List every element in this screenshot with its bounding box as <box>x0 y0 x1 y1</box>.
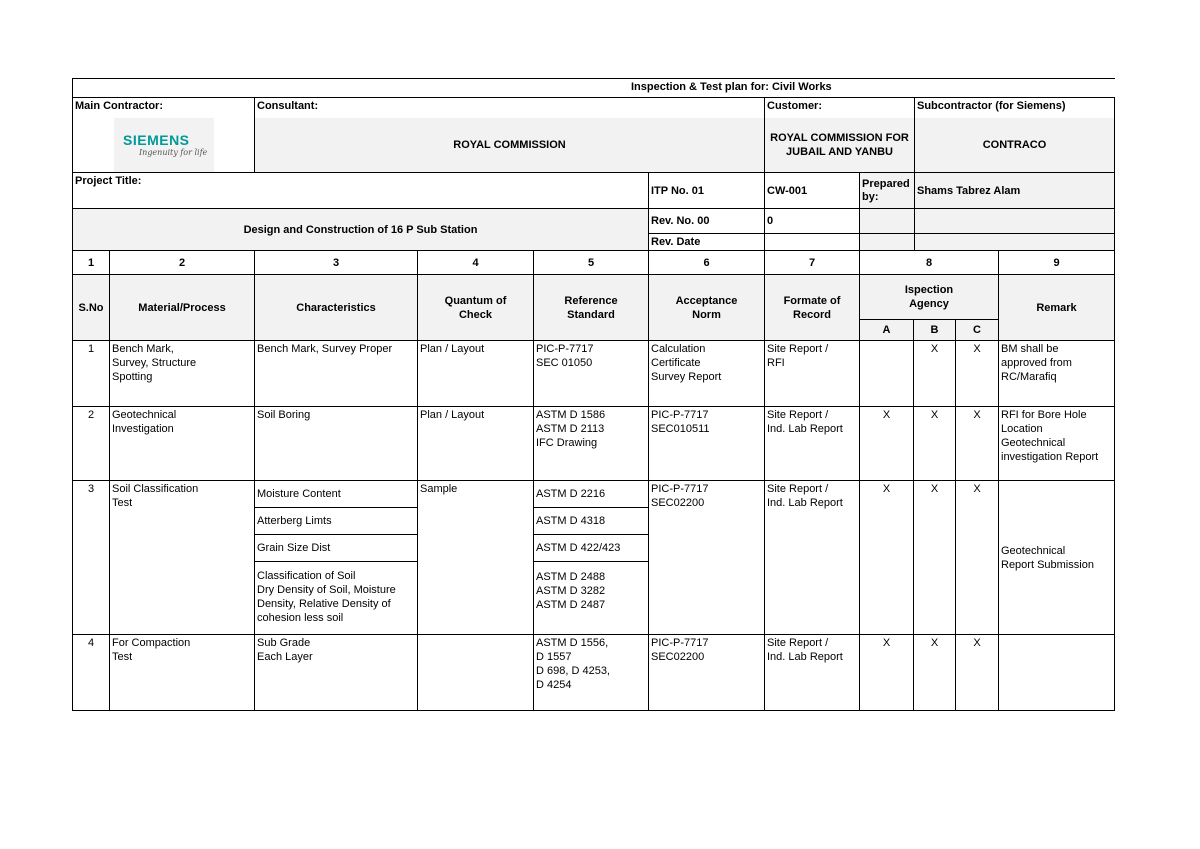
siemens-logo <box>114 118 214 172</box>
row-4-remark <box>998 634 1115 711</box>
rev-date-blank-1 <box>859 233 914 250</box>
row-4-reference: ASTM D 1556, D 1557 D 698, D 4253, D 4254 <box>533 634 648 711</box>
row-1-remark: BM shall be approved from RC/Marafiq <box>998 340 1115 406</box>
row-4-agency-c: X <box>955 634 998 711</box>
row-3-characteristic-2: Atterberg Limts <box>254 507 417 534</box>
row-2-sno: 2 <box>72 406 109 480</box>
row-3-characteristic-3: Grain Size Dist <box>254 534 417 561</box>
col-number-9: 9 <box>998 250 1115 274</box>
rev-no: Rev. No. 00 <box>648 208 764 233</box>
consultant-name: ROYAL COMMISSION <box>254 118 764 172</box>
col-header-agency-b: B <box>913 319 955 340</box>
row-3-remark: Geotechnical Report Submission <box>998 480 1115 634</box>
row-1-sno: 1 <box>72 340 109 406</box>
row-3-reference-1: ASTM D 2216 <box>533 480 648 507</box>
row-3-material: Soil Classification Test <box>109 480 254 634</box>
col-number-8: 8 <box>859 250 998 274</box>
row-4-sno: 4 <box>72 634 109 711</box>
col-header-characteristics: Characteristics <box>254 274 417 340</box>
col-header-reference: Reference Standard <box>533 274 648 340</box>
col-header-agency-a: A <box>859 319 913 340</box>
row-2-agency-b: X <box>913 406 955 480</box>
row-4-agency-a: X <box>859 634 913 711</box>
consultant-label: Consultant: <box>254 97 764 118</box>
row-3-agency-b: X <box>913 480 955 634</box>
row-1-acceptance: Calculation Certificate Survey Report <box>648 340 764 406</box>
row-2-format: Site Report / Ind. Lab Report <box>764 406 859 480</box>
row-1-agency-a <box>859 340 913 406</box>
row-3-format: Site Report / Ind. Lab Report <box>764 480 859 634</box>
row-4-format: Site Report / Ind. Lab Report <box>764 634 859 711</box>
row-3-reference-4: ASTM D 2488 ASTM D 3282 ASTM D 2487 <box>533 561 648 634</box>
row-2-agency-a: X <box>859 406 913 480</box>
siemens-tagline: Ingenuity for life <box>139 148 208 157</box>
row-4-quantum <box>417 634 533 711</box>
row-3-acceptance: PIC-P-7717 SEC02200 <box>648 480 764 634</box>
rev-value: 0 <box>764 208 859 233</box>
row-4-agency-b: X <box>913 634 955 711</box>
row-3-sno: 3 <box>72 480 109 634</box>
col-number-6: 6 <box>648 250 764 274</box>
row-1-characteristics: Bench Mark, Survey Proper <box>254 340 417 406</box>
row-1-agency-b: X <box>913 340 955 406</box>
row-3-agency-c: X <box>955 480 998 634</box>
siemens-wordmark: SIEMENS <box>123 132 190 148</box>
col-header-agency: Ispection Agency <box>859 274 998 319</box>
rev-date-value <box>764 233 859 250</box>
subcontractor-name: CONTRACO <box>914 118 1115 172</box>
col-header-material: Material/Process <box>109 274 254 340</box>
row-4-acceptance: PIC-P-7717 SEC02200 <box>648 634 764 711</box>
project-name: Design and Construction of 16 P Sub Station <box>72 208 648 250</box>
col-number-7: 7 <box>764 250 859 274</box>
row-1-quantum: Plan / Layout <box>417 340 533 406</box>
row-1-reference: PIC-P-7717 SEC 01050 <box>533 340 648 406</box>
row-3-reference-2: ASTM D 4318 <box>533 507 648 534</box>
row-2-characteristics: Soil Boring <box>254 406 417 480</box>
row-3-agency-a: X <box>859 480 913 634</box>
row-2-material: Geotechnical Investigation <box>109 406 254 480</box>
rev-blank-1 <box>859 208 914 233</box>
row-3-characteristic-4: Classification of Soil Dry Density of Soil, Moisture Density, Relative Density of cohesion less soil <box>254 561 417 634</box>
rev-blank-2 <box>914 208 1115 233</box>
row-4-characteristics: Sub Grade Each Layer <box>254 634 417 711</box>
col-header-quantum: Quantum of Check <box>417 274 533 340</box>
row-2-remark: RFI for Bore Hole Location Geotechnical investigation Report <box>998 406 1115 480</box>
col-number-4: 4 <box>417 250 533 274</box>
main-contractor-label: Main Contractor: <box>72 97 254 118</box>
customer-name: ROYAL COMMISSION FOR JUBAIL AND YANBU <box>764 118 914 172</box>
row-2-reference: ASTM D 1586 ASTM D 2113 IFC Drawing <box>533 406 648 480</box>
customer-label: Customer: <box>764 97 914 118</box>
rev-date: Rev. Date <box>648 233 764 250</box>
itp-sheet <box>72 78 1115 711</box>
row-1-material: Bench Mark, Survey, Structure Spotting <box>109 340 254 406</box>
col-header-agency-c: C <box>955 319 998 340</box>
col-header-format: Formate of Record <box>764 274 859 340</box>
row-1-agency-c: X <box>955 340 998 406</box>
col-header-remark: Remark <box>998 274 1115 340</box>
itp-no: ITP No. 01 <box>648 172 764 208</box>
row-4-material: For Compaction Test <box>109 634 254 711</box>
plan-title: Inspection & Test plan for: Civil Works <box>631 81 832 93</box>
col-header-sno: S.No <box>72 274 109 340</box>
col-number-1: 1 <box>72 250 109 274</box>
col-number-2: 2 <box>109 250 254 274</box>
row-2-acceptance: PIC-P-7717 SEC010511 <box>648 406 764 480</box>
row-3-characteristic-1: Moisture Content <box>254 480 417 507</box>
itp-code: CW-001 <box>764 172 859 208</box>
prepared-by-label: Prepared by: <box>859 172 914 208</box>
row-3-quantum: Sample <box>417 480 533 634</box>
prepared-by: Shams Tabrez Alam <box>914 172 1115 208</box>
row-2-quantum: Plan / Layout <box>417 406 533 480</box>
col-number-5: 5 <box>533 250 648 274</box>
subcontractor-label: Subcontractor (for Siemens) <box>914 97 1115 118</box>
project-title-label: Project Title: <box>72 172 648 208</box>
col-number-3: 3 <box>254 250 417 274</box>
row-3-reference-3: ASTM D 422/423 <box>533 534 648 561</box>
row-1-format: Site Report / RFI <box>764 340 859 406</box>
col-header-acceptance: Acceptance Norm <box>648 274 764 340</box>
row-2-agency-c: X <box>955 406 998 480</box>
rev-date-blank-2 <box>914 233 1115 250</box>
